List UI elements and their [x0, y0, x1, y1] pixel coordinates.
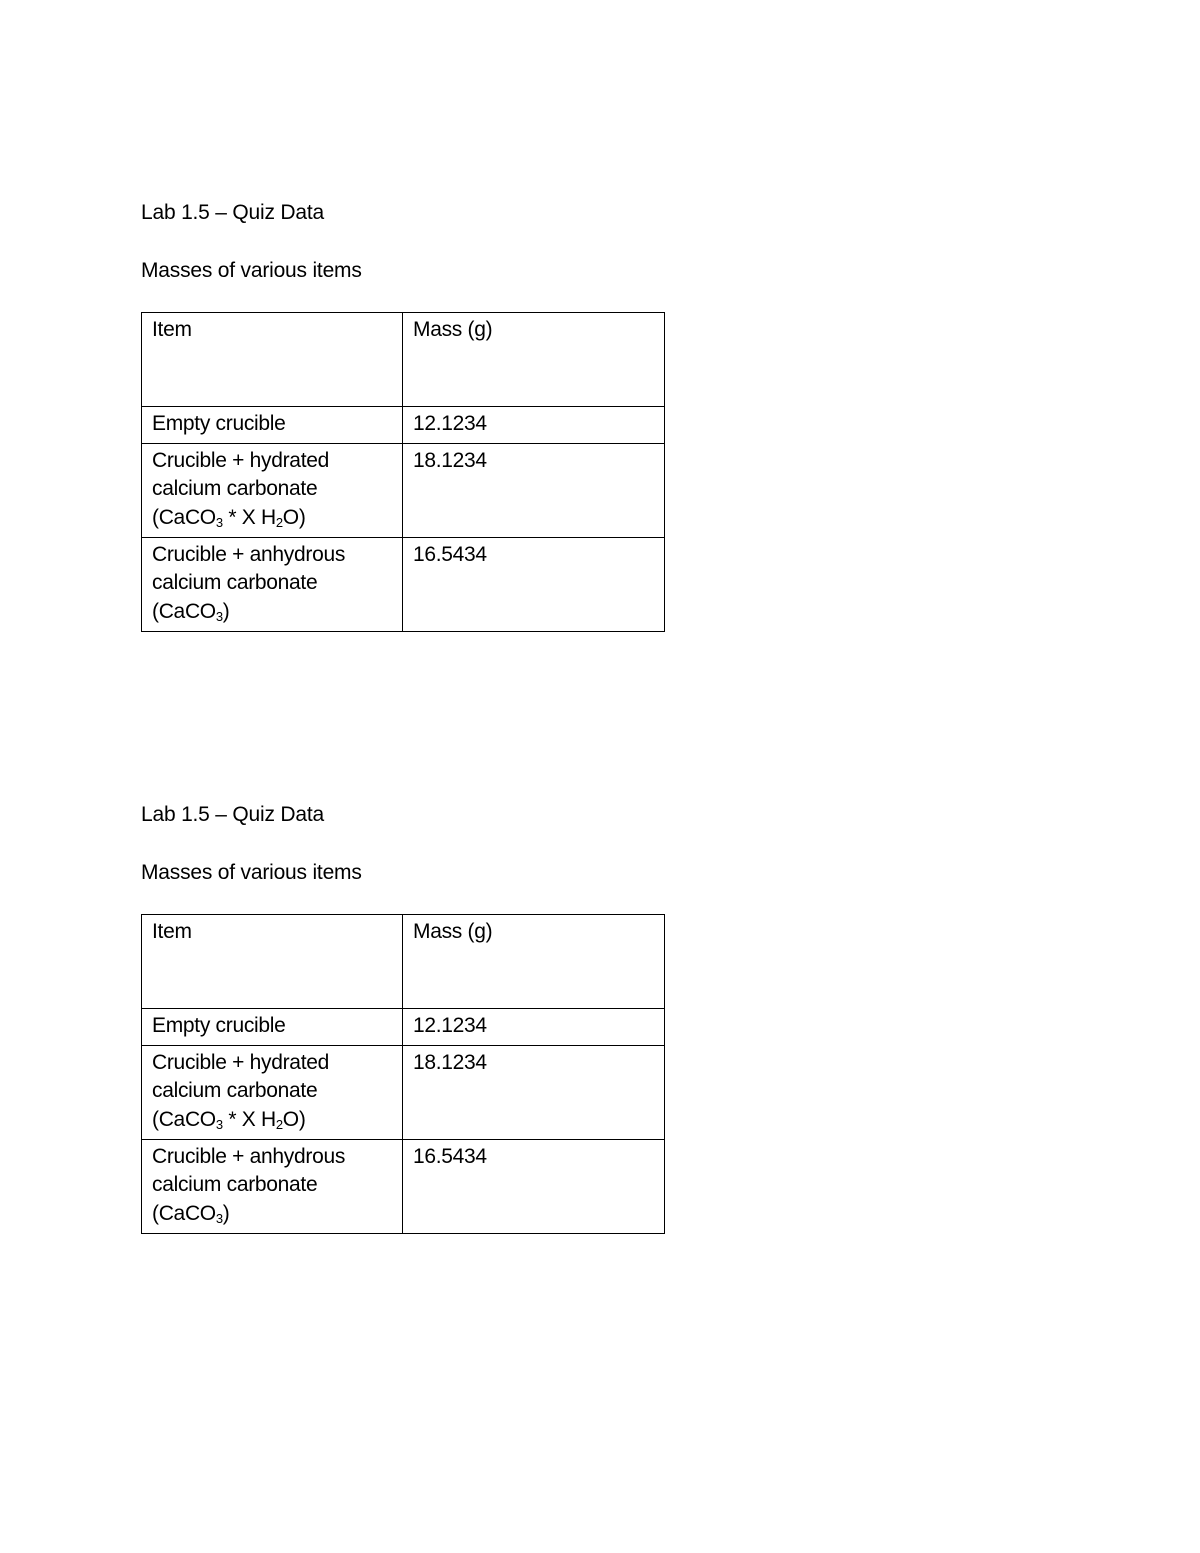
table-header-row: [142, 915, 665, 1009]
item-label-line-1: Crucible + hydrated: [152, 1050, 329, 1074]
table-row: [142, 1009, 665, 1046]
chemical-formula: [152, 1200, 392, 1229]
mass-cell: 18.1234: [403, 443, 665, 537]
item-label-line-2: calcium carbonate: [152, 477, 318, 500]
item-cell: [142, 537, 403, 631]
formula-subscript: 3: [215, 608, 223, 624]
section-title: Lab 1.5 – Quiz Data: [141, 803, 324, 826]
formula-subscript: 3: [215, 514, 223, 530]
item-label-line-2: calcium carbonate: [152, 1079, 318, 1102]
section-subtitle: Masses of various items: [141, 259, 362, 282]
mass-cell: 12.1234: [403, 1009, 665, 1046]
formula-part: * X H: [222, 1107, 276, 1131]
table-row: [142, 537, 665, 631]
item-label: Empty crucible: [152, 1014, 286, 1037]
item-cell: [142, 1139, 403, 1233]
formula-part: ): [222, 599, 230, 623]
item-cell: [142, 1045, 403, 1139]
header-mass: Mass (g): [403, 313, 665, 407]
item-cell: [142, 1009, 403, 1046]
item-label-line-1: Crucible + hydrated: [152, 448, 329, 472]
header-item: Item: [142, 915, 403, 1009]
item-label-line-1: Crucible + anhydrous: [152, 1144, 346, 1168]
formula-part: (CaCO: [152, 1201, 216, 1225]
chemical-formula: [152, 1106, 392, 1135]
table-row: [142, 1045, 665, 1139]
header-mass: Mass (g): [403, 915, 665, 1009]
formula-part: * X H: [222, 505, 276, 529]
mass-cell: 12.1234: [403, 407, 665, 444]
item-label-line-2: calcium carbonate: [152, 1173, 318, 1196]
item-label-line-2: calcium carbonate: [152, 571, 318, 594]
table-row: [142, 407, 665, 444]
chemical-formula: [152, 598, 392, 627]
section-title: Lab 1.5 – Quiz Data: [141, 201, 324, 224]
formula-subscript: 3: [215, 1116, 223, 1132]
quiz-data-section-1: [141, 198, 665, 632]
formula-part: (CaCO: [152, 1107, 216, 1131]
quiz-data-section-2: [141, 800, 665, 1234]
mass-cell: 16.5434: [403, 537, 665, 631]
section-subtitle: Masses of various items: [141, 861, 362, 884]
header-item: Item: [142, 313, 403, 407]
formula-part: ): [222, 1201, 230, 1225]
item-label: Empty crucible: [152, 412, 286, 435]
formula-part: O): [282, 505, 306, 529]
formula-subscript: 2: [275, 514, 283, 530]
table-row: [142, 443, 665, 537]
formula-part: (CaCO: [152, 505, 216, 529]
mass-table: [141, 914, 665, 1234]
formula-subscript: 3: [215, 1210, 223, 1226]
mass-cell: 18.1234: [403, 1045, 665, 1139]
item-label-line-1: Crucible + anhydrous: [152, 542, 346, 566]
table-header-row: [142, 313, 665, 407]
formula-part: O): [282, 1107, 306, 1131]
chemical-formula: [152, 504, 392, 533]
formula-subscript: 2: [275, 1116, 283, 1132]
mass-table: [141, 312, 665, 632]
table-row: [142, 1139, 665, 1233]
item-cell: [142, 443, 403, 537]
item-cell: [142, 407, 403, 444]
mass-cell: 16.5434: [403, 1139, 665, 1233]
formula-part: (CaCO: [152, 599, 216, 623]
